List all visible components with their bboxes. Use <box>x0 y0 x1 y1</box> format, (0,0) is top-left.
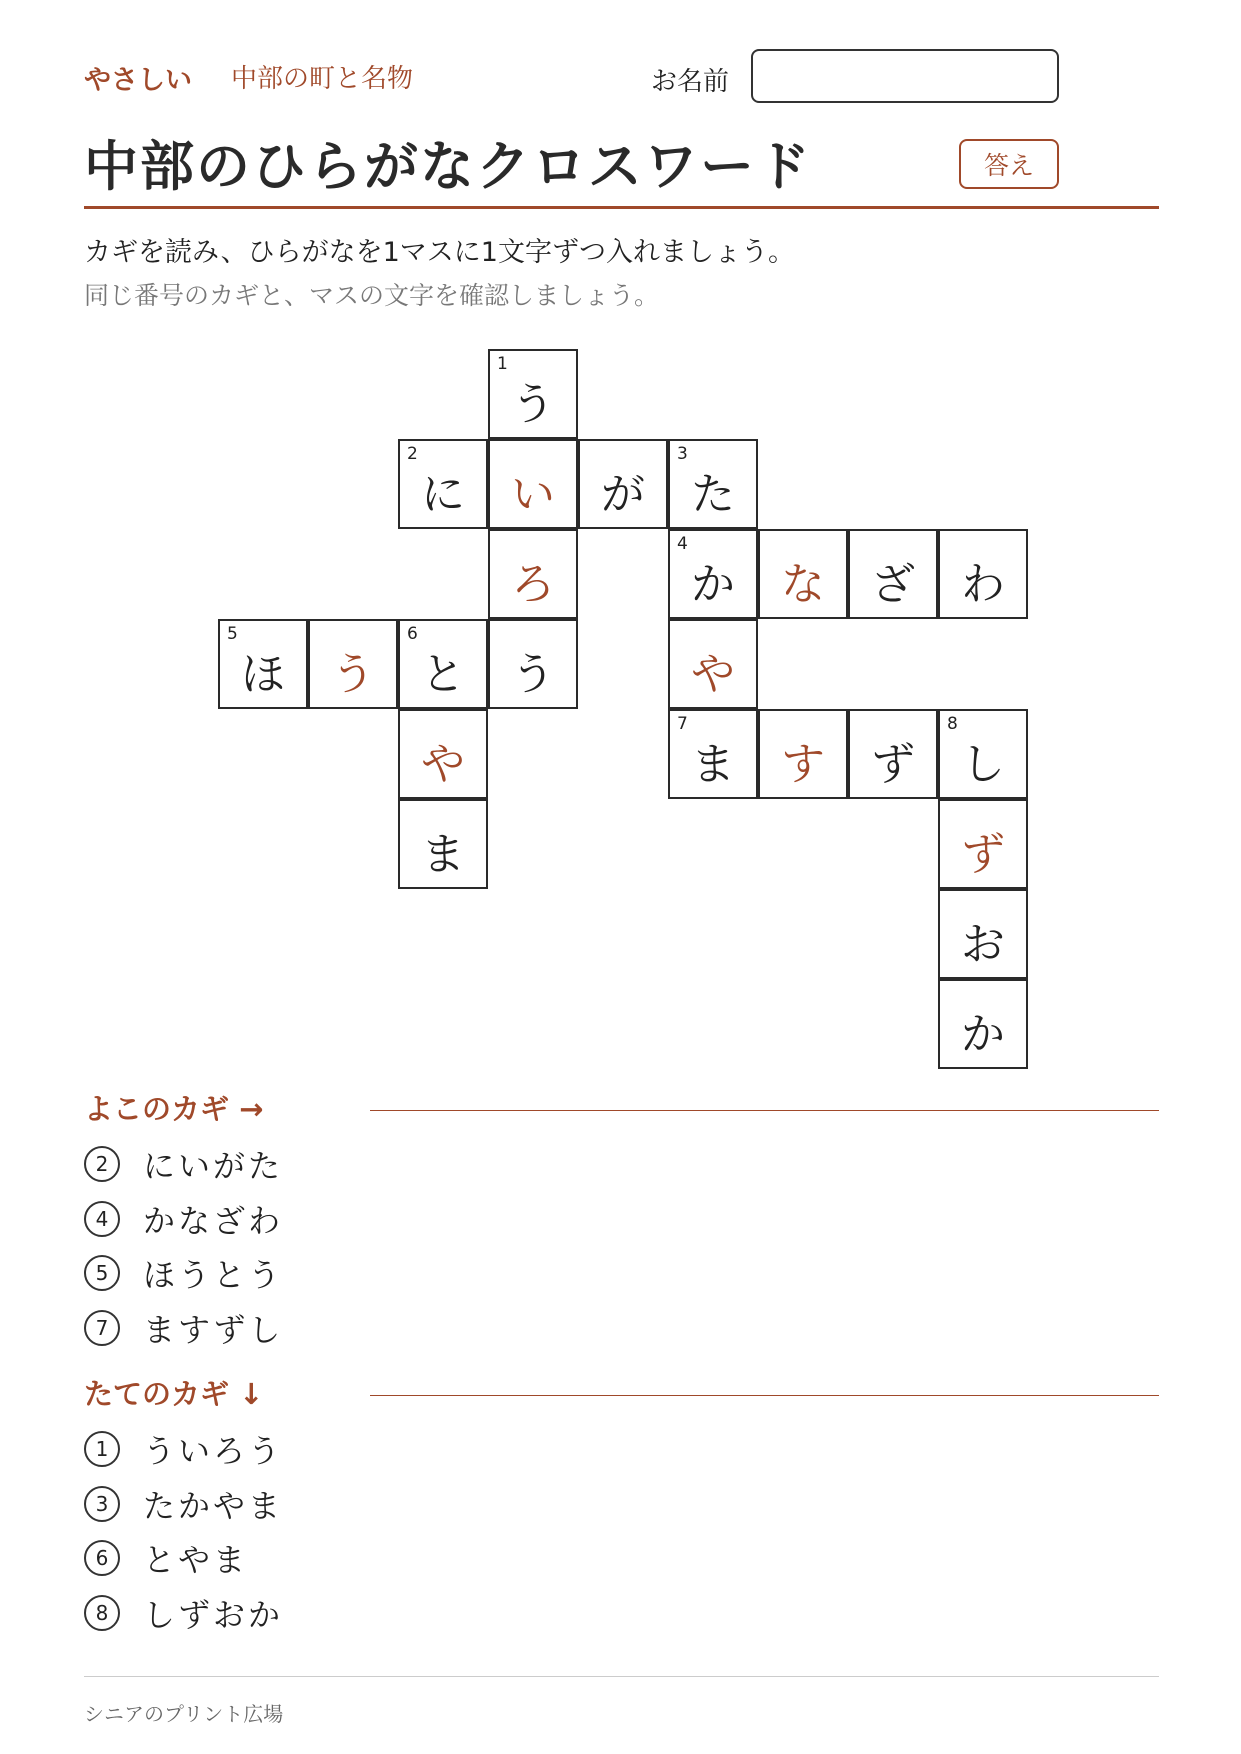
grid-cell[interactable] <box>398 709 488 799</box>
clue-text: ほうとう <box>143 1256 284 1294</box>
grid-cell[interactable] <box>848 529 938 619</box>
instruction-line-1: カギを読み、ひらがなを1マスに1文字ずつ入れましょう。 <box>84 237 795 268</box>
cell-character: お <box>961 919 1005 970</box>
cell-character: に <box>421 469 465 520</box>
clue-number: 7 <box>84 1310 120 1346</box>
across-divider <box>370 1110 1159 1111</box>
cell-character: う <box>331 649 375 700</box>
grid-cell[interactable] <box>848 709 938 799</box>
answer-button[interactable]: 答え <box>959 139 1059 189</box>
clue-number: 3 <box>84 1486 120 1522</box>
grid-cell[interactable] <box>758 529 848 619</box>
cell-number: 5 <box>227 624 238 644</box>
clue-text: たかやま <box>143 1486 284 1525</box>
topic-label: 中部の町と名物 <box>231 64 414 94</box>
grid-cell[interactable] <box>668 439 758 529</box>
cell-character: か <box>961 1009 1005 1060</box>
grid-cell[interactable] <box>938 979 1028 1069</box>
clue-text: とやま <box>143 1541 249 1579</box>
cell-character: ほ <box>241 649 285 700</box>
grid-cell[interactable] <box>578 439 668 529</box>
cell-number: 6 <box>407 624 418 644</box>
cell-character: ざ <box>871 559 915 610</box>
cell-character: す <box>781 739 825 790</box>
cell-number: 7 <box>677 714 688 734</box>
clue-number: 8 <box>84 1595 120 1631</box>
instruction-line-2: 同じ番号のカギと、マスの文字を確認しましょう。 <box>84 281 660 310</box>
clue-text: ますずし <box>143 1310 284 1349</box>
cell-number: 8 <box>947 714 958 734</box>
cell-number: 1 <box>497 354 508 374</box>
cell-character: か <box>691 559 735 610</box>
cell-character: と <box>421 649 465 700</box>
page-title: 中部のひらがなクロスワード <box>84 135 812 198</box>
cell-character: ず <box>961 829 1005 880</box>
grid-cell[interactable] <box>488 439 578 529</box>
clue-item <box>84 1141 283 1187</box>
grid-cell[interactable] <box>938 799 1028 889</box>
grid-cell[interactable] <box>218 619 308 709</box>
clue-text: しずおか <box>143 1595 284 1634</box>
grid-cell[interactable] <box>758 709 848 799</box>
cell-character: が <box>601 469 645 520</box>
cell-character: や <box>691 649 735 700</box>
cell-character: ま <box>421 829 465 880</box>
grid-cell[interactable] <box>488 529 578 619</box>
grid-cell[interactable] <box>668 529 758 619</box>
name-input[interactable] <box>751 49 1059 103</box>
grid-cell[interactable] <box>938 529 1028 619</box>
grid-cell[interactable] <box>938 709 1028 799</box>
clue-item <box>84 1196 283 1242</box>
cell-number: 4 <box>677 534 688 554</box>
clue-item <box>84 1481 283 1527</box>
clue-number: 4 <box>84 1201 120 1237</box>
grid-cell[interactable] <box>938 889 1028 979</box>
down-clues-title: たてのカギ ↓ <box>84 1377 264 1411</box>
clue-number: 2 <box>84 1146 120 1182</box>
down-divider <box>370 1395 1159 1396</box>
footer-text: シニアのプリント広場 <box>84 1702 284 1726</box>
cell-character: た <box>691 469 735 520</box>
clue-number: 5 <box>84 1255 120 1291</box>
clue-item <box>84 1535 248 1581</box>
difficulty-label: やさしい <box>84 65 192 96</box>
cell-character: わ <box>961 559 1005 610</box>
grid-cell[interactable] <box>668 709 758 799</box>
cell-character: し <box>961 739 1005 790</box>
grid-cell[interactable] <box>488 619 578 709</box>
cell-character: う <box>511 379 555 430</box>
cell-number: 2 <box>407 444 418 464</box>
grid-cell[interactable] <box>668 619 758 709</box>
cell-character: ず <box>871 739 915 790</box>
clue-item <box>84 1305 283 1351</box>
name-label: お名前 <box>651 67 730 97</box>
clue-text: にいがた <box>143 1147 284 1185</box>
cell-character: な <box>781 559 825 610</box>
title-divider <box>84 206 1159 209</box>
cell-number: 3 <box>677 444 688 464</box>
grid-cell[interactable] <box>488 349 578 439</box>
across-clues-title: よこのカギ → <box>84 1092 264 1126</box>
cell-character: い <box>511 469 555 520</box>
cell-character: ろ <box>511 559 555 610</box>
grid-cell[interactable] <box>308 619 398 709</box>
grid-cell[interactable] <box>398 619 488 709</box>
clue-item <box>84 1250 283 1296</box>
clue-text: ういろう <box>143 1432 284 1470</box>
grid-cell[interactable] <box>398 439 488 529</box>
clue-text: かなざわ <box>143 1201 284 1240</box>
clue-item <box>84 1590 283 1636</box>
grid-cell[interactable] <box>398 799 488 889</box>
clue-number: 1 <box>84 1431 120 1467</box>
clue-number: 6 <box>84 1540 120 1576</box>
footer-divider <box>84 1676 1159 1677</box>
cell-character: う <box>511 649 555 700</box>
cell-character: ま <box>691 739 735 790</box>
cell-character: や <box>421 739 465 790</box>
clue-item <box>84 1426 283 1472</box>
